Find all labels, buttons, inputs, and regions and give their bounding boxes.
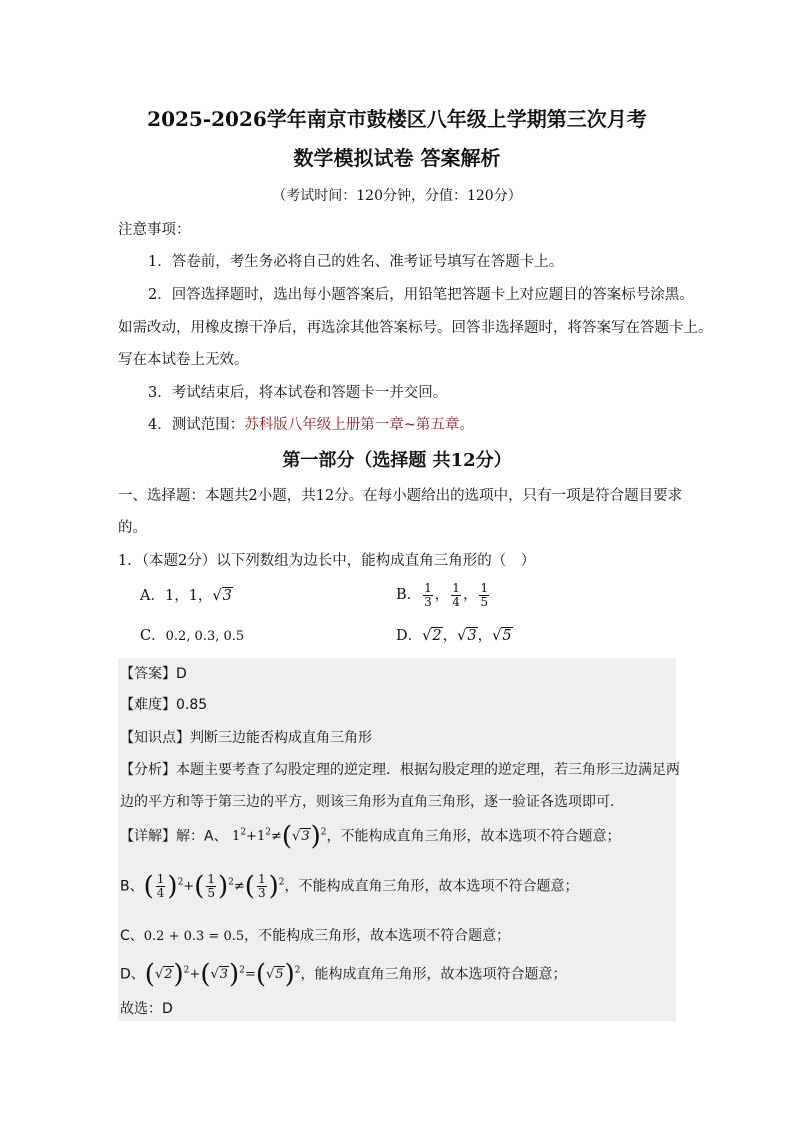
exam-info: （考试时间：120分钟，分值：120分） (272, 188, 522, 204)
option-b: B． $\frac{1}{3}$ ， $\frac{1}{4}$ ， $\frac{1}{5}$ (396, 580, 489, 609)
note-item-2c: 写在本试卷上无效。 (118, 352, 249, 368)
option-c-label: C． (140, 628, 166, 644)
analysis-row-b: 边的平方和等于第三边的平方，则该三角形为直角三角形，逐一验证各选项即可． (120, 794, 624, 810)
section-title: 第一部分（选择题 共12分） (282, 450, 512, 471)
formula-c: 0.2 + 0.3 = 0.5 (143, 929, 245, 944)
fraction: $\frac{1}{3}$ (424, 580, 432, 609)
option-a-label: A．1，1， (140, 588, 213, 604)
difficulty-value: 0.85 (176, 697, 208, 713)
formula-d: $(√2)^2+(√3)^2=(√5)^2$ (144, 959, 301, 990)
formula-a: $1^2+1^2\ne(√3)^2$ (232, 821, 327, 852)
detail-row-c: C、0.2 + 0.3 = 0.5，不能构成三角形，故本选项不符合题意； (120, 928, 511, 944)
answer-value: D (176, 666, 187, 682)
question-stem: 1．（本题2分）以下列数组为边长中，能构成直角三角形的（ ） (118, 553, 536, 569)
difficulty-row: 【难度】0.85 (120, 697, 208, 713)
detail-row-b: B、( $\frac{1}{4}$ )$^2$+( $\frac{1}{5}$ )$^2$≠( $\frac{1}{3}$ )$^2$，不能构成直角三角形，故本选项不符合题意； (120, 871, 579, 902)
page-title-line1: 2025-2026学年南京市鼓楼区八年级上学期第三次月考 (147, 107, 647, 131)
option-c-value: 0.2, 0.3, 0.5 (165, 629, 245, 644)
formula-b: ( $\frac{1}{4}$ )$^2$+( $\frac{1}{5}$ )$^2$≠( $\frac{1}{3}$ )$^2$ (143, 871, 285, 902)
note-item-1: 1．答卷前，考生务必将自己的姓名、准考证号填写在答题卡上。 (148, 254, 564, 270)
knowledge-value: 判断三边能否构成直角三角形 (190, 730, 372, 746)
page-title-line2: 数学模拟试卷 答案解析 (293, 146, 501, 170)
answer-row: 【答案】D (120, 666, 187, 682)
option-d-label: D． (396, 628, 423, 644)
option-b-label: B． (396, 587, 422, 603)
note-item-2b: 如需改动，用橡皮擦干净后，再选涂其他答案标号。回答非选择题时，将答案写在答题卡上。 (118, 320, 713, 336)
option-d: D．√2，√3，√5 (396, 628, 512, 644)
note-item-3: 3．考试结束后，将本试卷和答题卡一并交回。 (148, 385, 448, 401)
fraction: $\frac{1}{5}$ (480, 580, 489, 609)
detail-row-a: 【详解】解：A、 $1^2+1^2\ne(√3)^2$，不能构成直角三角形，故本选项不符合题意； (120, 821, 621, 852)
fraction: $\frac{1}{4}$ (452, 580, 460, 609)
analysis-row-a: 【分析】本题主要考查了勾股定理的逆定理．根据勾股定理的逆定理，若三角形三边满足两 (120, 762, 680, 778)
knowledge-row: 【知识点】判断三边能否构成直角三角形 (120, 730, 372, 746)
sqrt-symbol: √3 (457, 628, 477, 644)
test-range: 苏科版八年级上册第一章~第五章。 (244, 417, 474, 433)
section-intro-b: 的。 (118, 520, 147, 536)
section-intro-a: 一、选择题：本题共2小题，共12分。在每小题给出的选项中，只有一项是符合题目要求 (118, 488, 683, 504)
sqrt-symbol: √2 (422, 628, 442, 644)
note-item-4 (148, 416, 474, 434)
option-a (140, 587, 233, 605)
detail-row-d: D、$(√2)^2+(√3)^2=(√5)^2$，能构成直角三角形，故本选项符合题意； (120, 959, 567, 990)
note-item-4-prefix: 4．测试范围： (148, 417, 245, 433)
note-item-2a: 2．回答选择题时，选出每小题答案后，用铅笔把答题卡上对应题目的答案标号涂黑。 (148, 287, 694, 303)
notes-heading: 注意事项： (118, 222, 191, 238)
conclusion: 故选：D (120, 1001, 173, 1017)
sqrt-symbol: √5 (492, 628, 512, 644)
sqrt-symbol: √3 (212, 588, 232, 604)
option-c (140, 627, 244, 646)
